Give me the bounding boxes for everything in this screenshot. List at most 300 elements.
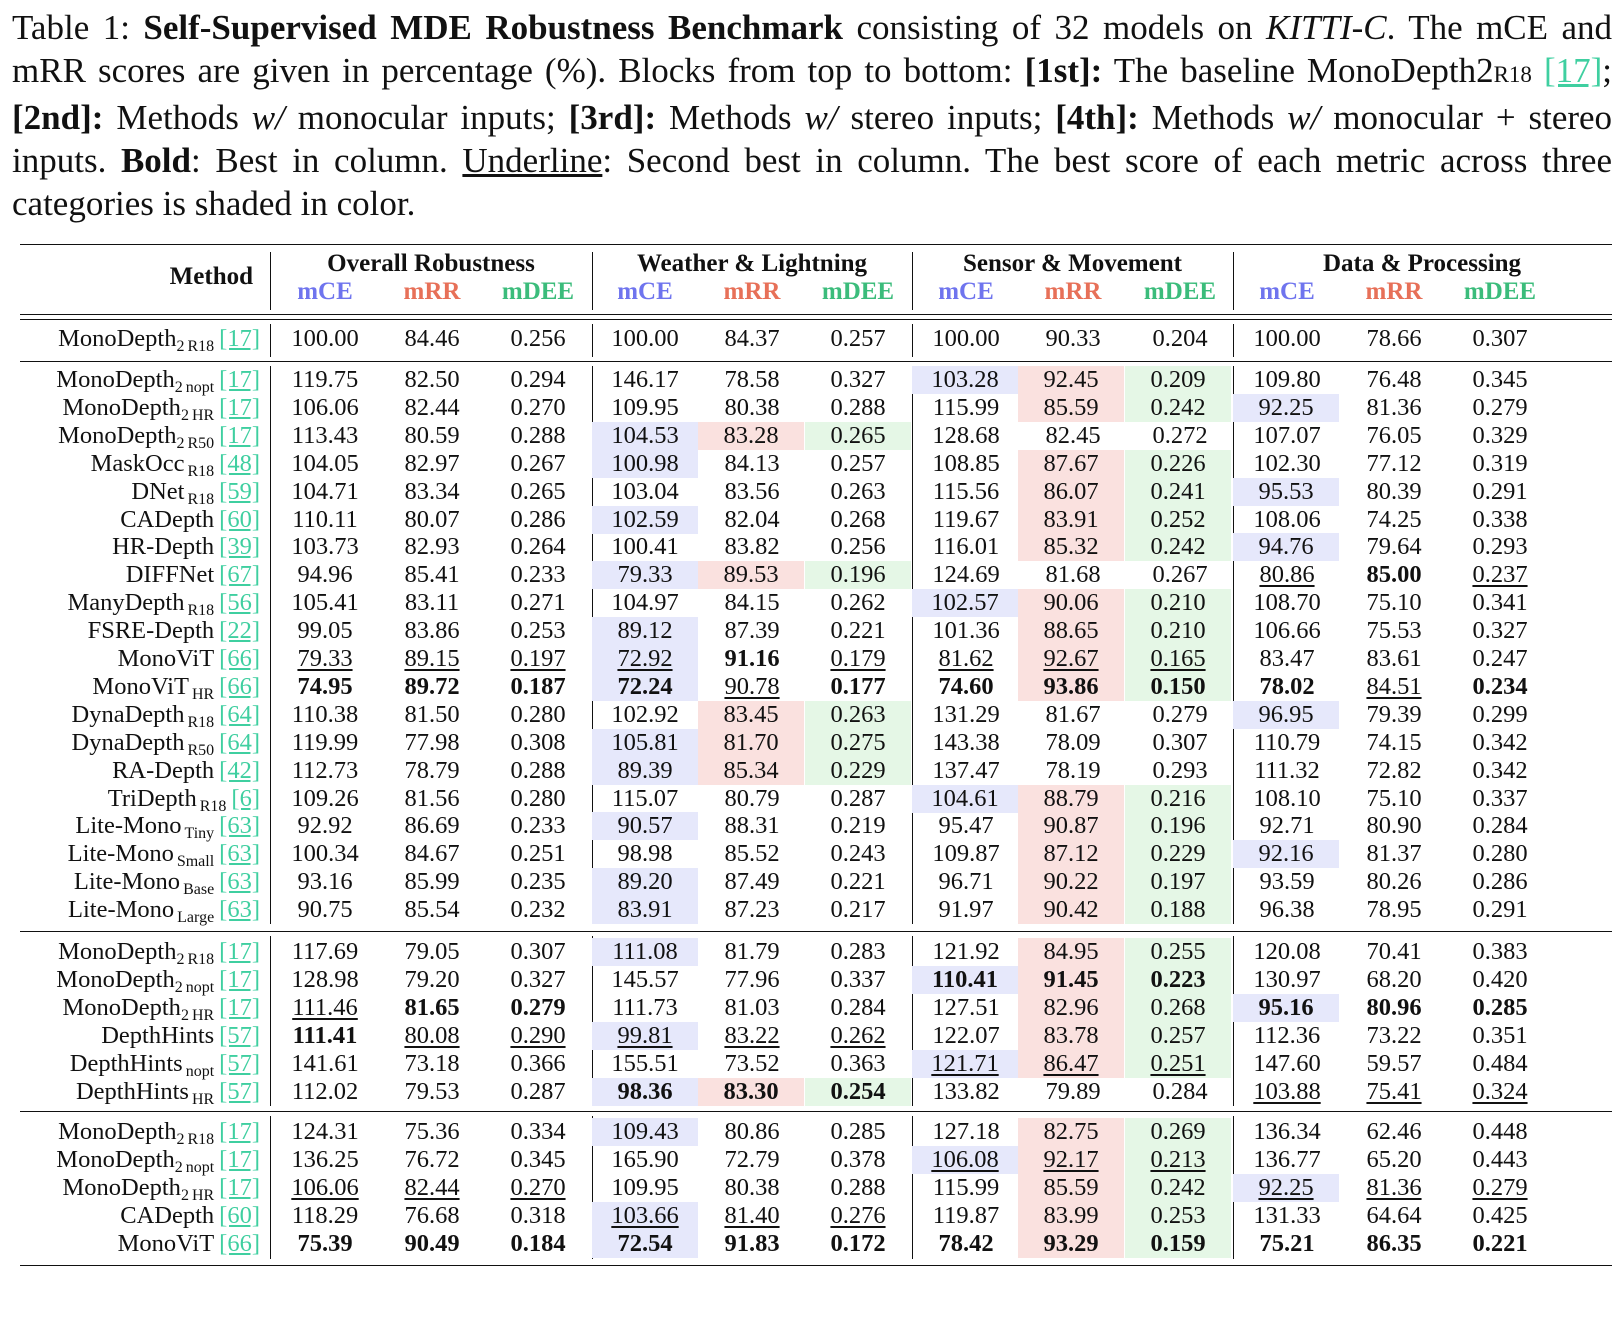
score-value: 75.10 bbox=[1366, 784, 1422, 812]
score-cell-mdee bbox=[1125, 840, 1231, 868]
caption-text: monocular + stereo inputs. bbox=[12, 98, 1613, 180]
method-variant: R50 bbox=[187, 741, 215, 759]
method-label: FSRE-Depth bbox=[87, 617, 215, 645]
score-value: 0.179 bbox=[830, 645, 886, 672]
score-value: 82.50 bbox=[404, 366, 460, 393]
score-value: 0.253 bbox=[1150, 1202, 1206, 1230]
method-name bbox=[92, 673, 260, 704]
citation-link[interactable]: [64] bbox=[219, 700, 260, 728]
method-variant: R18 bbox=[199, 797, 227, 815]
method-name bbox=[112, 757, 260, 785]
score-value: 0.285 bbox=[830, 1118, 886, 1145]
score-value: 90.06 bbox=[1043, 589, 1099, 617]
score-cell-mce bbox=[1233, 478, 1339, 506]
score-value: 143.38 bbox=[932, 728, 1000, 756]
score-value: 100.00 bbox=[932, 325, 1000, 352]
score-cell-mrr bbox=[377, 896, 487, 924]
score-cell-mdee bbox=[803, 589, 913, 617]
score-cell-mrr bbox=[697, 673, 807, 701]
score-cell-mdee bbox=[1445, 1174, 1555, 1202]
score-value: 85.59 bbox=[1043, 393, 1099, 421]
score-cell-mrr bbox=[1018, 785, 1124, 813]
citation-link[interactable]: [17] bbox=[219, 421, 260, 449]
score-cell-mdee bbox=[1125, 589, 1231, 617]
score-cell-mdee bbox=[1125, 966, 1231, 994]
method-subscript: 2 bbox=[176, 951, 185, 968]
score-cell-mce bbox=[911, 1078, 1021, 1106]
metric-header-mrr: mRR bbox=[403, 278, 461, 305]
score-value: 92.71 bbox=[1259, 812, 1315, 840]
score-cell-mrr bbox=[377, 701, 487, 729]
score-cell-mdee bbox=[1125, 729, 1235, 757]
score-value: 80.26 bbox=[1366, 868, 1422, 896]
score-value: 93.29 bbox=[1043, 1230, 1099, 1258]
score-value: 112.02 bbox=[291, 1078, 359, 1105]
score-value: 0.219 bbox=[830, 812, 886, 840]
caption-text: w/ bbox=[1287, 98, 1321, 137]
score-cell-mdee bbox=[1445, 729, 1555, 757]
citation-link[interactable]: [17] bbox=[219, 366, 260, 393]
score-value: 68.20 bbox=[1366, 966, 1422, 993]
score-cell-mdee bbox=[803, 938, 913, 966]
score-cell-mrr bbox=[1339, 1174, 1449, 1202]
caption-text: ; bbox=[1602, 51, 1613, 90]
header-rule-a bbox=[20, 314, 1612, 315]
method-name bbox=[118, 1230, 260, 1258]
score-value: 59.57 bbox=[1366, 1050, 1422, 1077]
citation-link[interactable]: [60] bbox=[219, 505, 260, 533]
score-cell-mce bbox=[1232, 1202, 1342, 1230]
citation-link[interactable]: [17] bbox=[219, 1118, 260, 1145]
score-value: 72.82 bbox=[1366, 756, 1422, 784]
score-cell-mrr bbox=[377, 1174, 487, 1202]
method-name bbox=[120, 506, 260, 534]
score-value: 81.37 bbox=[1366, 840, 1422, 868]
score-value: 0.294 bbox=[510, 366, 566, 393]
score-cell-mce bbox=[590, 366, 700, 394]
score-value: 130.97 bbox=[1253, 966, 1321, 993]
score-cell-mrr bbox=[698, 422, 804, 450]
citation-link[interactable]: [63] bbox=[219, 840, 260, 868]
score-value: 85.32 bbox=[1043, 533, 1099, 561]
citation-link[interactable]: [63] bbox=[219, 868, 260, 896]
score-cell-mce bbox=[270, 729, 380, 757]
table-row bbox=[0, 812, 1621, 843]
score-cell-mrr bbox=[1339, 840, 1449, 868]
score-value: 100.00 bbox=[1253, 325, 1321, 352]
table-top-rule bbox=[20, 244, 1612, 245]
score-cell-mdee bbox=[1445, 422, 1555, 450]
method-variant: nopt bbox=[185, 979, 215, 996]
score-value: 0.284 bbox=[830, 994, 886, 1021]
score-value: 82.75 bbox=[1043, 1118, 1099, 1145]
score-value: 93.16 bbox=[297, 868, 353, 896]
score-cell-mce bbox=[592, 506, 698, 534]
method-label: ManyDepth bbox=[67, 589, 185, 617]
score-value: 91.45 bbox=[1043, 966, 1099, 993]
caption-bold-label: Bold bbox=[120, 141, 191, 180]
score-value: 88.79 bbox=[1043, 784, 1099, 812]
score-value: 165.90 bbox=[611, 1146, 679, 1174]
citation-link[interactable]: [64] bbox=[219, 728, 260, 756]
citation-link[interactable]: [56] bbox=[219, 589, 260, 617]
score-value: 91.16 bbox=[724, 645, 780, 672]
score-cell-mce bbox=[592, 617, 698, 645]
score-value: 86.07 bbox=[1043, 477, 1099, 505]
score-cell-mdee bbox=[803, 506, 913, 534]
citation-link[interactable]: [22] bbox=[219, 617, 260, 645]
score-cell-mdee bbox=[1445, 366, 1555, 394]
score-cell-mrr bbox=[377, 325, 487, 353]
table-row bbox=[0, 994, 1621, 1022]
method-name bbox=[131, 478, 260, 509]
score-cell-mce bbox=[590, 394, 700, 422]
score-value: 80.08 bbox=[404, 1022, 460, 1049]
score-cell-mce bbox=[270, 617, 380, 645]
citation-link[interactable]: [17] bbox=[219, 966, 260, 993]
metric-header-mdee: mDEE bbox=[821, 278, 895, 305]
score-cell-mrr bbox=[1339, 673, 1449, 701]
score-value: 104.97 bbox=[611, 589, 679, 617]
score-cell-mce bbox=[1232, 1146, 1342, 1174]
citation-link[interactable]: [57] bbox=[219, 1078, 260, 1105]
method-label: MonoDepth bbox=[58, 325, 177, 352]
score-cell-mce bbox=[270, 561, 380, 589]
score-cell-mce bbox=[1232, 422, 1342, 450]
citation-link[interactable]: [66] bbox=[219, 672, 260, 700]
block-rule-3 bbox=[20, 1111, 1612, 1112]
citation-link[interactable]: [17] bbox=[219, 938, 260, 965]
method-label: DNet bbox=[131, 477, 185, 505]
score-value: 75.36 bbox=[404, 1118, 460, 1145]
score-cell-mce bbox=[270, 785, 380, 813]
citation-link[interactable]: [63] bbox=[219, 896, 260, 924]
citation-link[interactable]: [48] bbox=[219, 449, 260, 477]
score-cell-mrr bbox=[1018, 812, 1124, 840]
caption-text: : Best in column. bbox=[191, 141, 448, 180]
score-cell-mrr bbox=[1339, 506, 1449, 534]
score-value: 80.59 bbox=[404, 421, 460, 449]
caption-title: Self-Supervised MDE Robustness Benchmark bbox=[143, 8, 844, 47]
method-label: Lite-Mono bbox=[73, 868, 181, 896]
citation-link[interactable]: [6] bbox=[231, 784, 260, 812]
score-value: 0.286 bbox=[1472, 868, 1528, 896]
score-value: 0.341 bbox=[1472, 589, 1528, 617]
score-value: 0.210 bbox=[1150, 589, 1206, 617]
group-header: Sensor & Movement bbox=[963, 250, 1182, 277]
citation-link[interactable]: [66] bbox=[219, 645, 260, 672]
score-value: 0.255 bbox=[1150, 938, 1206, 965]
score-cell-mdee bbox=[1125, 506, 1231, 534]
score-cell-mce bbox=[590, 994, 700, 1022]
score-value: 82.96 bbox=[1043, 994, 1099, 1021]
score-cell-mdee bbox=[483, 729, 593, 757]
score-cell-mrr bbox=[377, 478, 487, 506]
table-row bbox=[0, 1118, 1621, 1146]
score-value: 80.38 bbox=[724, 1174, 780, 1202]
citation-link[interactable]: [17] bbox=[219, 1146, 260, 1174]
citation-link[interactable]: [57] bbox=[219, 1050, 260, 1077]
score-value: 112.36 bbox=[1253, 1022, 1321, 1049]
table-row bbox=[0, 394, 1621, 422]
score-cell-mrr bbox=[698, 757, 804, 785]
score-value: 100.41 bbox=[611, 533, 679, 561]
score-cell-mce bbox=[1232, 366, 1342, 394]
score-cell-mdee bbox=[1445, 506, 1555, 534]
score-value: 92.67 bbox=[1043, 645, 1099, 672]
score-cell-mrr bbox=[1339, 1146, 1449, 1174]
score-cell-mrr bbox=[697, 868, 807, 896]
score-cell-mdee bbox=[803, 1022, 913, 1050]
table-row bbox=[0, 561, 1621, 589]
score-cell-mce bbox=[1232, 561, 1342, 589]
score-cell-mdee bbox=[1125, 812, 1231, 840]
score-cell-mrr bbox=[697, 645, 807, 673]
score-value: 0.196 bbox=[1150, 812, 1206, 840]
score-value: 0.351 bbox=[1472, 1022, 1528, 1049]
score-cell-mrr bbox=[1018, 1174, 1124, 1202]
score-value: 83.22 bbox=[724, 1022, 780, 1049]
score-cell-mce bbox=[590, 589, 700, 617]
score-cell-mce bbox=[911, 422, 1021, 450]
score-value: 119.87 bbox=[932, 1202, 1000, 1230]
score-cell-mce bbox=[590, 325, 700, 353]
table-row bbox=[0, 1050, 1621, 1078]
score-value: 110.41 bbox=[931, 966, 999, 993]
citation-link[interactable]: [66] bbox=[219, 1230, 260, 1258]
score-cell-mrr bbox=[377, 938, 487, 966]
citation-link[interactable]: [60] bbox=[219, 1202, 260, 1230]
score-cell-mrr bbox=[697, 896, 807, 924]
score-value: 79.33 bbox=[297, 645, 353, 672]
score-cell-mrr bbox=[1339, 938, 1449, 966]
citation-link[interactable]: [42] bbox=[219, 756, 260, 784]
score-cell-mrr bbox=[1339, 966, 1449, 994]
table-row bbox=[0, 840, 1621, 871]
score-cell-mce bbox=[1232, 785, 1342, 813]
score-value: 0.243 bbox=[830, 840, 886, 868]
score-value: 115.07 bbox=[611, 784, 679, 812]
method-label: MonoViT bbox=[117, 645, 215, 672]
caption-citation-link[interactable]: [17] bbox=[1543, 51, 1603, 90]
method-name bbox=[120, 1202, 260, 1230]
method-label: TriDepth bbox=[107, 784, 197, 812]
score-cell-mdee bbox=[803, 450, 913, 478]
citation-link[interactable]: [17] bbox=[219, 325, 260, 352]
score-value: 111.41 bbox=[292, 1022, 358, 1049]
score-cell-mce bbox=[1232, 1050, 1342, 1078]
score-cell-mce bbox=[911, 394, 1021, 422]
score-value: 79.39 bbox=[1366, 700, 1422, 728]
score-value: 0.345 bbox=[1472, 366, 1528, 393]
method-subscript: 2 bbox=[180, 406, 189, 424]
score-value: 0.280 bbox=[1472, 840, 1528, 868]
score-value: 90.33 bbox=[1045, 325, 1101, 352]
score-cell-mce bbox=[911, 645, 1021, 673]
score-cell-mrr bbox=[377, 645, 487, 673]
score-value: 64.64 bbox=[1366, 1202, 1422, 1230]
score-value: 79.53 bbox=[404, 1078, 460, 1105]
score-cell-mce bbox=[911, 812, 1021, 840]
method-subscript: 2 bbox=[180, 1187, 189, 1205]
score-value: 0.286 bbox=[510, 505, 566, 533]
score-cell-mrr bbox=[697, 533, 807, 561]
score-value: 102.92 bbox=[611, 700, 679, 728]
score-cell-mce bbox=[911, 868, 1021, 896]
table-row bbox=[0, 1230, 1621, 1258]
score-cell-mrr bbox=[697, 1050, 807, 1078]
score-value: 75.53 bbox=[1366, 617, 1422, 645]
score-value: 81.70 bbox=[723, 728, 779, 756]
method-name bbox=[56, 1146, 260, 1177]
score-cell-mrr bbox=[698, 561, 804, 589]
score-value: 82.44 bbox=[404, 393, 460, 421]
score-value: 0.257 bbox=[1150, 1022, 1206, 1049]
score-value: 116.01 bbox=[932, 533, 1000, 561]
score-cell-mdee bbox=[803, 994, 913, 1022]
score-value: 109.80 bbox=[1253, 366, 1321, 393]
score-value: 100.34 bbox=[291, 840, 359, 868]
score-value: 94.96 bbox=[297, 561, 353, 589]
score-value: 0.307 bbox=[1472, 325, 1528, 352]
score-value: 89.39 bbox=[617, 756, 673, 784]
score-cell-mrr bbox=[377, 617, 487, 645]
table-row bbox=[0, 673, 1621, 701]
score-value: 0.280 bbox=[510, 700, 566, 728]
score-cell-mce bbox=[1232, 868, 1342, 896]
score-value: 83.61 bbox=[1366, 645, 1422, 672]
table-row bbox=[0, 966, 1621, 994]
score-value: 0.270 bbox=[510, 393, 566, 421]
header-rule-b bbox=[20, 319, 1612, 320]
score-cell-mrr bbox=[697, 617, 807, 645]
score-value: 89.15 bbox=[404, 645, 460, 672]
score-value: 0.293 bbox=[1472, 533, 1528, 561]
score-cell-mdee bbox=[803, 617, 913, 645]
score-value: 0.268 bbox=[830, 505, 886, 533]
score-cell-mrr bbox=[697, 938, 807, 966]
method-name bbox=[63, 994, 260, 1025]
citation-link[interactable]: [59] bbox=[219, 477, 260, 505]
score-value: 0.188 bbox=[1150, 896, 1206, 924]
score-cell-mce bbox=[592, 1202, 698, 1230]
score-value: 0.319 bbox=[1472, 449, 1528, 477]
score-cell-mce bbox=[270, 896, 380, 924]
citation-link[interactable]: [17] bbox=[219, 1174, 260, 1202]
score-value: 124.31 bbox=[291, 1118, 359, 1145]
score-cell-mce bbox=[590, 478, 700, 506]
score-cell-mdee bbox=[803, 1050, 913, 1078]
citation-link[interactable]: [17] bbox=[219, 393, 260, 421]
score-value: 0.213 bbox=[1150, 1146, 1206, 1174]
score-value: 73.52 bbox=[724, 1050, 780, 1077]
score-cell-mrr bbox=[698, 701, 804, 729]
table-row bbox=[0, 1078, 1621, 1106]
score-value: 75.39 bbox=[297, 1230, 353, 1258]
score-cell-mdee bbox=[1125, 673, 1231, 701]
metric-header-mce: mCE bbox=[1259, 278, 1315, 305]
caption-key: [2nd]: bbox=[12, 98, 104, 137]
score-value: 0.262 bbox=[830, 589, 886, 617]
method-name bbox=[76, 1078, 260, 1109]
score-cell-mce bbox=[1232, 1022, 1342, 1050]
method-label: RA-Depth bbox=[112, 756, 215, 784]
method-name bbox=[70, 1050, 260, 1081]
score-cell-mce bbox=[270, 673, 380, 701]
score-cell-mce bbox=[592, 561, 698, 589]
citation-link[interactable]: [67] bbox=[219, 561, 260, 589]
method-subscript: 2 bbox=[174, 379, 183, 396]
score-cell-mdee bbox=[1445, 1022, 1555, 1050]
score-cell-mdee bbox=[1125, 868, 1231, 896]
score-value: 0.217 bbox=[830, 896, 886, 924]
citation-link[interactable]: [63] bbox=[219, 812, 260, 840]
score-cell-mdee bbox=[483, 840, 593, 868]
method-variant: HR bbox=[191, 685, 215, 703]
score-cell-mce bbox=[1233, 1174, 1339, 1202]
method-label: DIFFNet bbox=[125, 561, 215, 589]
score-cell-mdee bbox=[1125, 1078, 1235, 1106]
score-cell-mce bbox=[911, 506, 1021, 534]
score-value: 111.73 bbox=[612, 994, 678, 1021]
score-value: 0.247 bbox=[1472, 645, 1528, 672]
score-value: 100.00 bbox=[291, 325, 359, 352]
score-value: 0.197 bbox=[1150, 868, 1206, 896]
score-value: 115.99 bbox=[932, 1174, 1000, 1202]
table-row bbox=[0, 785, 1621, 813]
score-value: 145.57 bbox=[611, 966, 679, 993]
score-value: 78.42 bbox=[938, 1230, 994, 1258]
score-value: 90.57 bbox=[617, 812, 673, 840]
score-cell-mrr bbox=[1339, 729, 1449, 757]
score-cell-mrr bbox=[1339, 394, 1449, 422]
score-value: 106.08 bbox=[931, 1146, 999, 1174]
score-cell-mrr bbox=[1018, 966, 1124, 994]
score-cell-mce bbox=[270, 589, 380, 617]
citation-link[interactable]: [17] bbox=[219, 994, 260, 1021]
caption-dataset: KITTI-C bbox=[1266, 8, 1387, 47]
score-value: 0.279 bbox=[1152, 700, 1208, 728]
score-cell-mrr bbox=[1339, 645, 1449, 673]
score-value: 80.90 bbox=[1366, 812, 1422, 840]
score-cell-mce bbox=[270, 1022, 380, 1050]
score-value: 86.35 bbox=[1366, 1230, 1422, 1258]
score-cell-mce bbox=[911, 1230, 1021, 1258]
score-value: 100.98 bbox=[611, 449, 679, 477]
method-name bbox=[56, 366, 260, 397]
score-value: 87.39 bbox=[724, 617, 780, 645]
group-header: Data & Processing bbox=[1322, 250, 1522, 277]
citation-link[interactable]: [39] bbox=[219, 533, 260, 561]
score-value: 0.280 bbox=[510, 784, 566, 812]
method-label: Lite-Mono bbox=[68, 896, 175, 924]
score-value: 90.87 bbox=[1043, 812, 1099, 840]
score-cell-mrr bbox=[1339, 533, 1449, 561]
score-cell-mce bbox=[592, 673, 698, 701]
score-value: 100.00 bbox=[611, 325, 679, 352]
score-value: 87.49 bbox=[724, 868, 780, 896]
score-cell-mce bbox=[592, 729, 698, 757]
score-cell-mdee bbox=[1445, 840, 1555, 868]
score-value: 103.28 bbox=[931, 366, 999, 393]
citation-link[interactable]: [57] bbox=[219, 1022, 260, 1049]
score-cell-mdee bbox=[483, 994, 593, 1022]
score-value: 0.187 bbox=[510, 672, 566, 700]
score-cell-mce bbox=[270, 1118, 380, 1146]
score-value: 83.78 bbox=[1043, 1022, 1099, 1049]
score-value: 115.99 bbox=[932, 393, 1000, 421]
score-cell-mrr bbox=[1339, 785, 1449, 813]
